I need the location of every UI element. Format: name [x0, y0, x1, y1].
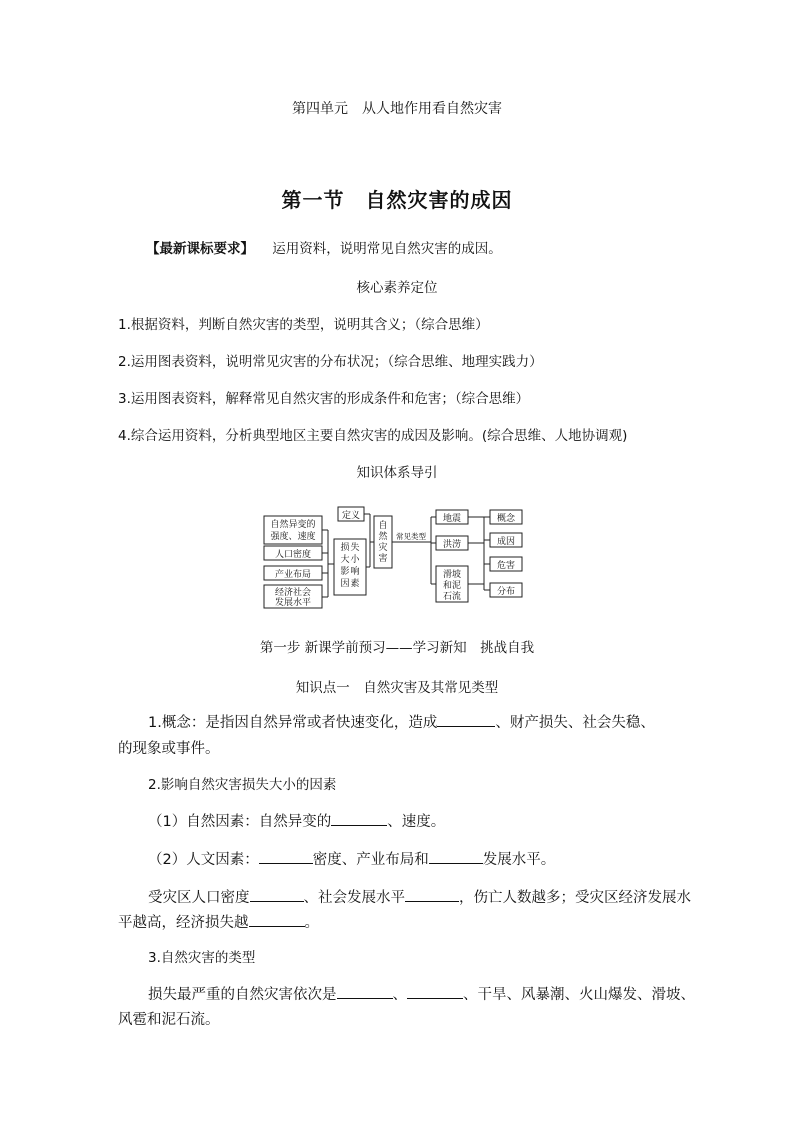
label-definition: 定义	[341, 511, 361, 521]
label-disaster-4: 害	[378, 554, 388, 564]
types-line-1	[148, 983, 695, 1004]
concept-line-2	[118, 737, 220, 758]
label-economy-1: 经济社会	[274, 588, 312, 598]
section-title: 第一节 自然灾害的成因	[281, 188, 513, 212]
label-loss-3: 大	[340, 555, 350, 565]
human-factors-text-c: 发展水平。	[482, 852, 556, 868]
label-landslide-1: 滑坡	[442, 570, 462, 580]
concept-text-c: 的现象或事件。	[118, 741, 220, 757]
concept-text-a: 1.概念：是指因自然异常或者快速变化，造成	[148, 715, 438, 731]
blank-economy[interactable]	[429, 849, 483, 864]
blank-disaster-1[interactable]	[337, 984, 393, 999]
label-cause: 成因	[496, 537, 516, 547]
natural-factors-text-b: 、速度。	[387, 814, 446, 830]
knowledge-point-1-title: 知识点一 自然灾害及其常见类型	[295, 680, 499, 696]
concept-text-b: 、财产损失、社会失稳、	[495, 715, 655, 731]
impact-line-2	[118, 911, 319, 932]
impact-line-1	[148, 886, 691, 907]
core-item-2: 2.运用图表资料，说明常见灾害的分布状况；（综合思维、地理实践力）	[118, 354, 543, 370]
concept-line-1	[148, 711, 655, 732]
label-concept: 概念	[496, 514, 516, 524]
natural-factors	[148, 810, 445, 831]
label-loss-5: 影	[340, 567, 350, 577]
label-loss-1: 损	[340, 543, 350, 553]
types-title: 3.自然灾害的类型	[148, 950, 256, 966]
knowledge-system-title: 知识体系导引	[356, 465, 438, 481]
label-landslide-3: 石流	[442, 592, 462, 602]
label-economy-2: 发展水平	[274, 598, 312, 608]
label-population: 人口密度	[274, 550, 312, 560]
impact-text-d: 平越高，经济损失越	[118, 915, 249, 931]
label-distribution: 分布	[496, 587, 516, 597]
label-disaster-2: 然	[378, 532, 388, 542]
factors-title: 2.影响自然灾害损失大小的因素	[148, 777, 337, 793]
unit-title: 第四单元 从人地作用看自然灾害	[292, 101, 502, 117]
impact-text-c: ，伤亡人数越多；受灾区经济发展水	[459, 890, 691, 906]
impact-text-b: 、社会发展水平	[303, 890, 405, 906]
types-text-a: 损失最严重的自然灾害依次是	[148, 987, 337, 1003]
label-disaster-3: 灾	[378, 543, 388, 553]
impact-text-a: 受灾区人口密度	[148, 890, 250, 906]
label-natural-variation-1: 自然异变的	[270, 520, 316, 530]
types-text-c: 、干旱、风暴潮、火山爆发、滑坡、	[463, 987, 695, 1003]
label-loss-6: 响	[350, 567, 360, 577]
blank-casualties[interactable]	[437, 712, 495, 727]
label-loss-7: 因	[340, 579, 350, 589]
step-title: 第一步 新课学前预习——学习新知 挑战自我	[259, 640, 535, 656]
core-literacy-title: 核心素养定位	[356, 280, 438, 296]
types-text-b: 、	[392, 987, 407, 1003]
core-item-4: 4.综合运用资料，分析典型地区主要自然灾害的成因及影响。(综合思维、人地协调观)	[118, 428, 628, 444]
label-earthquake: 地震	[442, 514, 462, 524]
natural-factors-text-a: （1）自然因素：自然异变的	[148, 814, 332, 830]
impact-text-e: 。	[304, 915, 319, 931]
requirement-text: 运用资料，说明常见自然灾害的成因。	[272, 241, 502, 257]
blank-loss-level[interactable]	[249, 912, 305, 927]
human-factors-text-a: （2）人文因素：	[148, 852, 259, 868]
label-industry: 产业布局	[274, 570, 312, 580]
blank-development-level[interactable]	[405, 887, 459, 902]
types-line-2	[118, 1008, 220, 1029]
label-harm: 危害	[496, 561, 516, 571]
label-loss-8: 素	[350, 579, 360, 589]
blank-density-level[interactable]	[250, 887, 304, 902]
core-item-1: 1.根据资料，判断自然灾害的类型，说明其含义；（综合思维）	[118, 317, 489, 333]
label-flood: 洪涝	[442, 540, 462, 550]
human-factors-text-b: 密度、产业布局和	[312, 852, 429, 868]
requirement-label: 【最新课标要求】	[146, 241, 254, 257]
label-landslide-2: 和泥	[442, 581, 462, 591]
knowledge-diagram	[258, 502, 538, 614]
label-natural-variation-2: 强度、速度	[270, 532, 316, 542]
blank-population[interactable]	[259, 849, 313, 864]
label-loss-2: 失	[350, 543, 360, 553]
label-disaster-1: 自	[378, 521, 388, 531]
types-text-d: 风雹和泥石流。	[118, 1012, 220, 1028]
blank-disaster-2[interactable]	[407, 984, 463, 999]
core-item-3: 3.运用图表资料，解释常见自然灾害的形成条件和危害；（综合思维）	[118, 391, 530, 407]
label-loss-4: 小	[350, 555, 360, 565]
label-common-types: 常见类型	[396, 532, 426, 541]
curriculum-requirement	[146, 237, 502, 257]
blank-intensity[interactable]	[331, 811, 387, 826]
human-factors	[148, 848, 555, 869]
